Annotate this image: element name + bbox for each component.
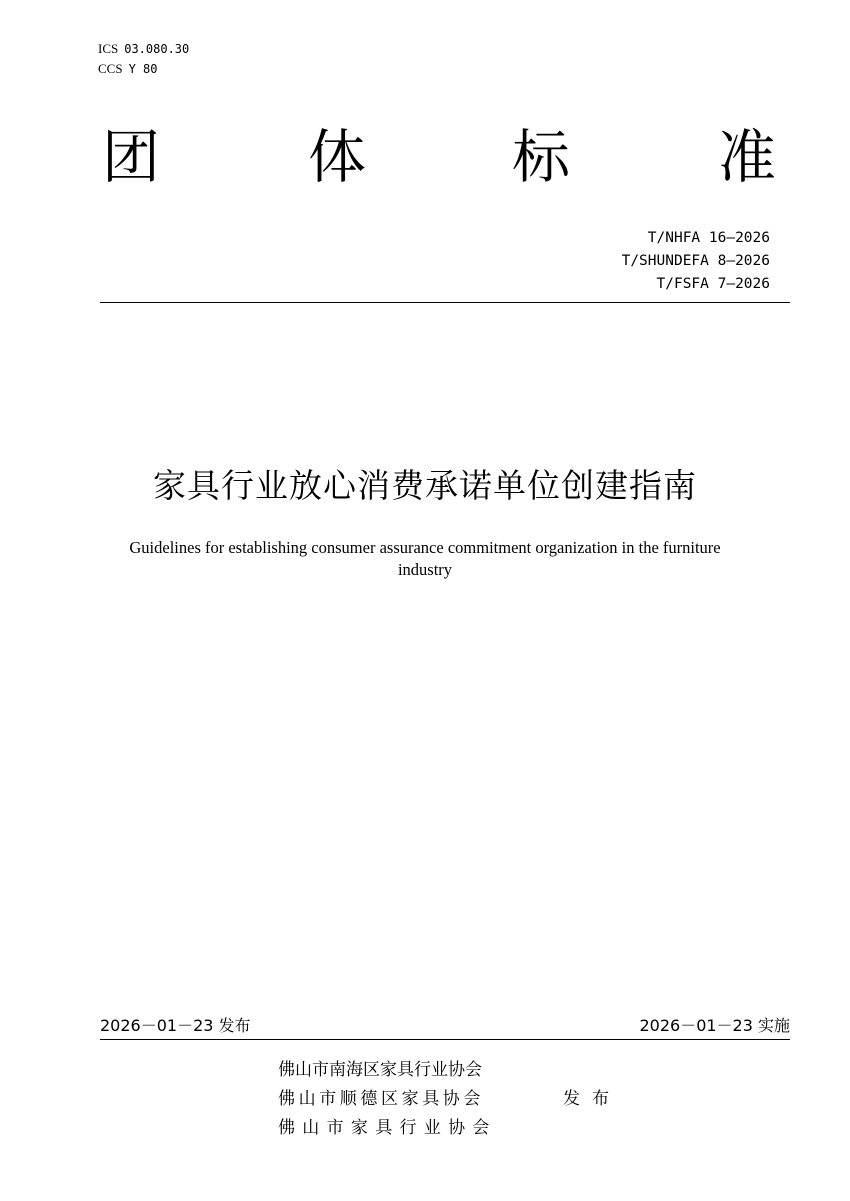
standard-number-3: T/FSFA 7—2026 <box>656 276 770 292</box>
category-title-char-2: 体 <box>308 123 367 191</box>
implementation-date: 2026－01－23 实施 <box>639 1016 790 1035</box>
standard-number-2: T/SHUNDEFA 8—2026 <box>621 253 770 269</box>
standard-number-1: T/NHFA 16—2026 <box>647 230 770 246</box>
bottom-divider <box>100 1039 790 1040</box>
publish-label: 发布 <box>563 1089 621 1109</box>
document-title-en: Guidelines for establishing consumer assurance commitment organization in the furniture industry <box>129 538 721 579</box>
category-title-char-3: 标 <box>512 123 571 191</box>
category-title-char-1: 团 <box>102 123 161 191</box>
ics-line <box>98 40 189 58</box>
organization-3: 佛山市家具行业协会 <box>278 1118 497 1138</box>
organization-2: 佛山市顺德区家具协会 <box>278 1089 484 1109</box>
ics-label: ICS <box>98 41 119 56</box>
ccs-line <box>98 60 157 78</box>
ccs-code: Y 80 <box>128 62 158 76</box>
release-date: 2026－01－23 发布 <box>100 1016 251 1035</box>
document-title-cn: 家具行业放心消费承诺单位创建指南 <box>153 466 697 505</box>
category-title-char-4: 准 <box>718 123 777 191</box>
organization-1: 佛山市南海区家具行业协会 <box>278 1060 482 1080</box>
ics-code: 03.080.30 <box>124 42 190 56</box>
ccs-label: CCS <box>98 61 123 76</box>
top-divider <box>100 302 790 303</box>
